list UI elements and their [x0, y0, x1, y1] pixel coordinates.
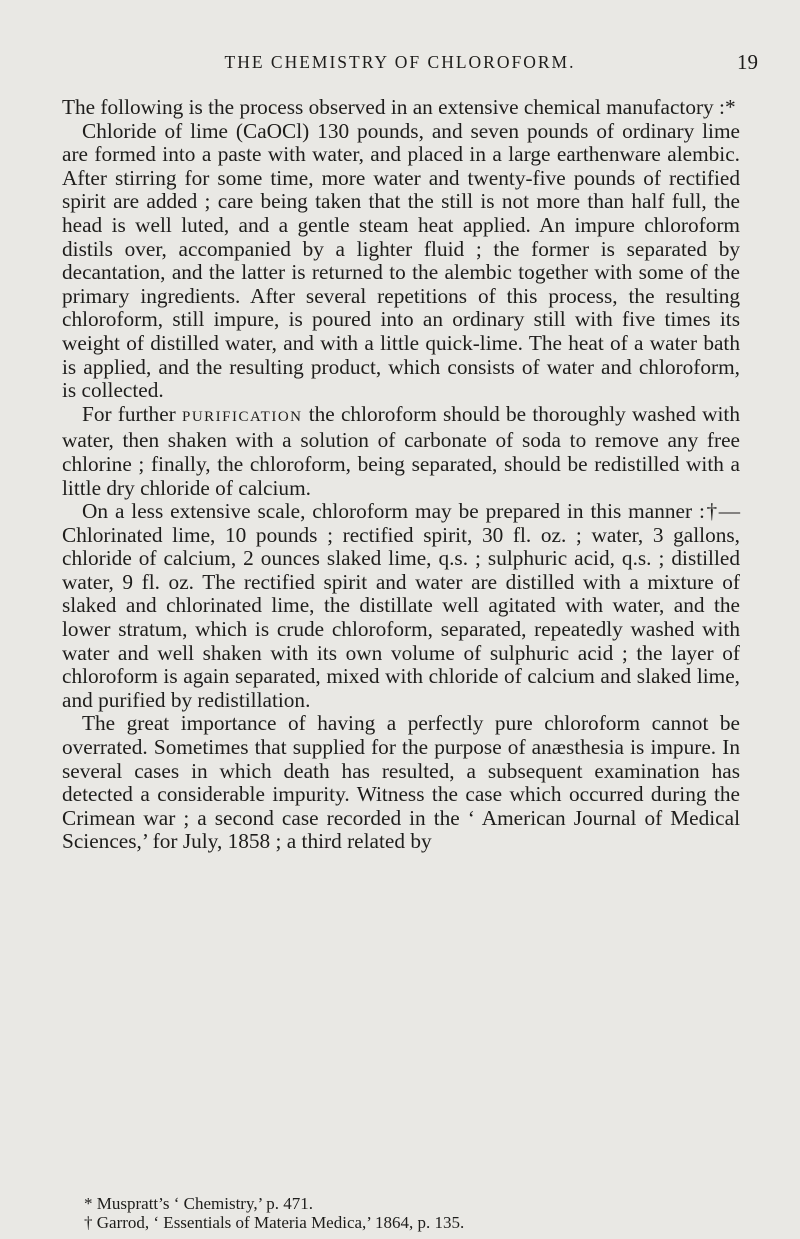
paragraph-small-scale: On a less extensive scale, chloroform may be prepared in this manner :†—Chlorinated lime, 10 pounds ; rectified spirit, 30 fl. oz. ; water, 3 gallons, chloride of calcium, 2 ounces slaked lime, q.s. ; sulphuric acid, q.s. ; distilled water, 9 fl. oz. The rectified spirit and water are distilled with a mixture of slaked and chlorinated lime, the distillate well agitated with water, and the lower stratum, which is crude chloroform, separated, repeatedly washed with water and well shaken with its own volume of sulphuric acid ; the layer of chloroform is again separated, mixed with chloride of calcium and slaked lime, and purified by redistillation.	[62, 499, 740, 712]
footnote-garrod: † Garrod, ‘ Essentials of Materia Medica,’ 1864, p. 135.	[84, 1213, 465, 1232]
running-title: THE CHEMISTRY OF CHLOROFORM.	[224, 52, 576, 72]
paragraph-importance: The great importance of having a perfectly pure chloroform cannot be overrated. Sometimes that supplied for the purpose of anæsthesia is impure. In several cases in which death has resulted, a subsequent examination has detected a considerable impurity. Witness the case which occurred during the Crimean war ; a second case recorded in the ‘ American Journal of Medical Sciences,’ for July, 1858 ; a third related by	[62, 711, 740, 854]
page-number: 19	[737, 50, 758, 74]
purification-text: the chloroform should be thoroughly washed with water, then shaken with a solution of carbonate of soda to remove any free chlorine ; finally, the chloroform, being separated, should be redistilled with a little dry chloride of calcium.	[62, 401, 740, 500]
purification-heading: PURIFICATION	[181, 408, 303, 425]
paragraph-process: Chloride of lime (CaOCl) 130 pounds, and seven pounds of ordinary lime are formed into a paste with water, and placed in a large earthenware alembic. After stirring for some time, more water and twenty-five pounds of rectified spirit are added ; care being taken that the still is not more than half full, the head is well luted, and a gentle steam heat applied. An impure chloroform distils over, accompanied by a lighter fluid ; the former is separated by decantation, and the latter is returned to the alembic together with some of the primary ingredients. After several repetitions of this process, the resulting chloroform, still impure, is poured into an ordinary still with five times its weight of distilled water, and with a little quick-lime. The heat of a water bath is applied, and the resulting product, which consists of water and chloroform, is collected.	[62, 118, 740, 403]
paragraph-intro: The following is the process observed in an extensive chemical manufactory :*	[62, 95, 736, 119]
running-head	[42, 50, 758, 80]
footnote-muspratt: * Muspratt’s ‘ Chemistry,’ p. 471.	[84, 1194, 314, 1213]
body-text	[62, 96, 740, 854]
footnotes	[84, 1194, 740, 1232]
paragraph-purification	[62, 403, 740, 500]
purification-lead: For further	[82, 401, 182, 426]
